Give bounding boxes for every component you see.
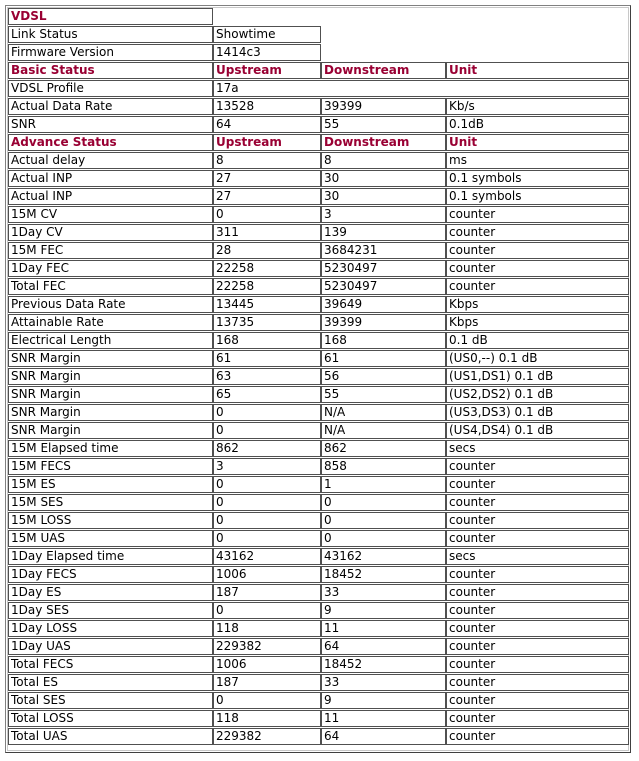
row-label: Total ES: [8, 674, 213, 691]
unit-value: 0.1 dB: [446, 332, 629, 349]
row-label: SNR: [8, 116, 213, 133]
downstream-value: 3: [321, 206, 446, 223]
table-row: [8, 152, 629, 169]
upstream-value: 187: [213, 584, 321, 601]
downstream-value: 64: [321, 638, 446, 655]
table-row: [8, 314, 629, 331]
table-row: [8, 710, 629, 727]
unit-value: ms: [446, 152, 629, 169]
upstream-value: 0: [213, 530, 321, 547]
upstream-value: 118: [213, 710, 321, 727]
row-label: 1Day CV: [8, 224, 213, 241]
advance-unit-heading: Unit: [446, 134, 629, 151]
unit-value: counter: [446, 278, 629, 295]
downstream-value: 139: [321, 224, 446, 241]
downstream-value: 5230497: [321, 260, 446, 277]
firmware-value: 1414c3: [213, 44, 321, 61]
downstream-value: 43162: [321, 548, 446, 565]
unit-value: (US1,DS1) 0.1 dB: [446, 368, 629, 385]
row-label: 15M FECS: [8, 458, 213, 475]
upstream-value: 13445: [213, 296, 321, 313]
unit-value: 0.1dB: [446, 116, 629, 133]
unit-value: counter: [446, 476, 629, 493]
row-label: SNR Margin: [8, 350, 213, 367]
downstream-value: 18452: [321, 656, 446, 673]
table-row: [8, 386, 629, 403]
upstream-value: 22258: [213, 260, 321, 277]
row-label: 1Day FEC: [8, 260, 213, 277]
downstream-value: 56: [321, 368, 446, 385]
unit-value: Kbps: [446, 314, 629, 331]
table-row: [8, 278, 629, 295]
advance-status-header-row: [8, 134, 629, 151]
row-label: Total FECS: [8, 656, 213, 673]
link-status-row: [8, 26, 629, 43]
row-label: SNR Margin: [8, 386, 213, 403]
unit-value: counter: [446, 566, 629, 583]
unit-value: counter: [446, 620, 629, 637]
vdsl-profile-row: [8, 80, 629, 97]
table-row: [8, 296, 629, 313]
unit-value: counter: [446, 206, 629, 223]
downstream-value: 30: [321, 188, 446, 205]
table-row: [8, 404, 629, 421]
unit-value: (US3,DS3) 0.1 dB: [446, 404, 629, 421]
table-row: [8, 422, 629, 439]
row-label: Electrical Length: [8, 332, 213, 349]
upstream-value: 64: [213, 116, 321, 133]
row-label: 1Day SES: [8, 602, 213, 619]
unit-value: (US4,DS4) 0.1 dB: [446, 422, 629, 439]
row-label: 15M LOSS: [8, 512, 213, 529]
row-label: 1Day Elapsed time: [8, 548, 213, 565]
table-row: [8, 476, 629, 493]
row-label: Total LOSS: [8, 710, 213, 727]
downstream-value: 11: [321, 710, 446, 727]
downstream-value: 33: [321, 674, 446, 691]
upstream-value: 0: [213, 512, 321, 529]
unit-value: counter: [446, 494, 629, 511]
upstream-value: 0: [213, 476, 321, 493]
row-label: Actual INP: [8, 170, 213, 187]
basic-downstream-heading: Downstream: [321, 62, 446, 79]
table-row: [8, 368, 629, 385]
upstream-value: 168: [213, 332, 321, 349]
downstream-value: 9: [321, 692, 446, 709]
downstream-value: 862: [321, 440, 446, 457]
table-row: [8, 170, 629, 187]
table-row: [8, 260, 629, 277]
advance-status-heading: Advance Status: [8, 134, 213, 151]
row-label: 15M Elapsed time: [8, 440, 213, 457]
upstream-value: 118: [213, 620, 321, 637]
table-row: [8, 638, 629, 655]
unit-value: (US2,DS2) 0.1 dB: [446, 386, 629, 403]
firmware-row: [8, 44, 629, 61]
upstream-value: 0: [213, 494, 321, 511]
table-row: [8, 188, 629, 205]
upstream-value: 3: [213, 458, 321, 475]
unit-value: secs: [446, 548, 629, 565]
downstream-value: 0: [321, 530, 446, 547]
table-title: VDSL: [8, 8, 213, 25]
table-row: [8, 98, 629, 115]
unit-value: counter: [446, 512, 629, 529]
row-label: 15M SES: [8, 494, 213, 511]
table-row: [8, 692, 629, 709]
row-label: 15M ES: [8, 476, 213, 493]
row-label: Actual Data Rate: [8, 98, 213, 115]
table-row: [8, 530, 629, 547]
table-row: [8, 350, 629, 367]
vdsl-profile-label: VDSL Profile: [8, 80, 213, 97]
table-row: [8, 332, 629, 349]
downstream-value: 55: [321, 386, 446, 403]
table-row: [8, 206, 629, 223]
unit-value: secs: [446, 440, 629, 457]
unit-value: counter: [446, 710, 629, 727]
upstream-value: 229382: [213, 728, 321, 745]
table-row: [8, 548, 629, 565]
firmware-label: Firmware Version: [8, 44, 213, 61]
link-status-label: Link Status: [8, 26, 213, 43]
row-label: Actual delay: [8, 152, 213, 169]
table-row: [8, 458, 629, 475]
row-label: 15M UAS: [8, 530, 213, 547]
row-label: 1Day ES: [8, 584, 213, 601]
table-row: [8, 620, 629, 637]
table-row: [8, 602, 629, 619]
upstream-value: 1006: [213, 656, 321, 673]
row-label: 15M FEC: [8, 242, 213, 259]
unit-value: counter: [446, 530, 629, 547]
upstream-value: 61: [213, 350, 321, 367]
unit-value: counter: [446, 674, 629, 691]
table-row: [8, 566, 629, 583]
downstream-value: 55: [321, 116, 446, 133]
unit-value: counter: [446, 728, 629, 745]
upstream-value: 27: [213, 188, 321, 205]
downstream-value: 1: [321, 476, 446, 493]
upstream-value: 22258: [213, 278, 321, 295]
downstream-value: N/A: [321, 422, 446, 439]
row-label: Total SES: [8, 692, 213, 709]
basic-unit-heading: Unit: [446, 62, 629, 79]
row-label: SNR Margin: [8, 404, 213, 421]
downstream-value: 61: [321, 350, 446, 367]
upstream-value: 8: [213, 152, 321, 169]
downstream-value: 30: [321, 170, 446, 187]
upstream-value: 187: [213, 674, 321, 691]
unit-value: counter: [446, 224, 629, 241]
row-label: Previous Data Rate: [8, 296, 213, 313]
upstream-value: 43162: [213, 548, 321, 565]
downstream-value: 11: [321, 620, 446, 637]
table-row: [8, 494, 629, 511]
basic-status-header-row: [8, 62, 629, 79]
downstream-value: 39399: [321, 98, 446, 115]
title-row: [8, 8, 629, 25]
upstream-value: 1006: [213, 566, 321, 583]
table-row: [8, 674, 629, 691]
unit-value: Kb/s: [446, 98, 629, 115]
downstream-value: 9: [321, 602, 446, 619]
upstream-value: 27: [213, 170, 321, 187]
downstream-value: 64: [321, 728, 446, 745]
downstream-value: 5230497: [321, 278, 446, 295]
upstream-value: 862: [213, 440, 321, 457]
unit-value: counter: [446, 692, 629, 709]
upstream-value: 0: [213, 602, 321, 619]
downstream-value: 0: [321, 512, 446, 529]
basic-status-heading: Basic Status: [8, 62, 213, 79]
row-label: 1Day LOSS: [8, 620, 213, 637]
upstream-value: 0: [213, 206, 321, 223]
downstream-value: 3684231: [321, 242, 446, 259]
row-label: Actual INP: [8, 188, 213, 205]
downstream-value: 39649: [321, 296, 446, 313]
downstream-value: 18452: [321, 566, 446, 583]
downstream-value: 8: [321, 152, 446, 169]
table-row: [8, 242, 629, 259]
basic-upstream-heading: Upstream: [213, 62, 321, 79]
unit-value: counter: [446, 584, 629, 601]
upstream-value: 63: [213, 368, 321, 385]
vdsl-profile-value: 17a: [213, 80, 629, 97]
unit-value: counter: [446, 656, 629, 673]
downstream-value: 33: [321, 584, 446, 601]
upstream-value: 229382: [213, 638, 321, 655]
link-status-value: Showtime: [213, 26, 321, 43]
upstream-value: 0: [213, 692, 321, 709]
upstream-value: 28: [213, 242, 321, 259]
unit-value: counter: [446, 638, 629, 655]
upstream-value: 0: [213, 422, 321, 439]
row-label: SNR Margin: [8, 422, 213, 439]
table-row: [8, 224, 629, 241]
row-label: 1Day UAS: [8, 638, 213, 655]
advance-downstream-heading: Downstream: [321, 134, 446, 151]
row-label: Total FEC: [8, 278, 213, 295]
table-row: [8, 116, 629, 133]
row-label: Total UAS: [8, 728, 213, 745]
downstream-value: 39399: [321, 314, 446, 331]
upstream-value: 65: [213, 386, 321, 403]
downstream-value: 0: [321, 494, 446, 511]
downstream-value: 858: [321, 458, 446, 475]
row-label: SNR Margin: [8, 368, 213, 385]
unit-value: 0.1 symbols: [446, 188, 629, 205]
unit-value: Kbps: [446, 296, 629, 313]
unit-value: counter: [446, 242, 629, 259]
upstream-value: 13735: [213, 314, 321, 331]
upstream-value: 13528: [213, 98, 321, 115]
advance-upstream-heading: Upstream: [213, 134, 321, 151]
downstream-value: 168: [321, 332, 446, 349]
downstream-value: N/A: [321, 404, 446, 421]
unit-value: 0.1 symbols: [446, 170, 629, 187]
row-label: 1Day FECS: [8, 566, 213, 583]
table-row: [8, 512, 629, 529]
row-label: Attainable Rate: [8, 314, 213, 331]
table-row: [8, 656, 629, 673]
upstream-value: 311: [213, 224, 321, 241]
unit-value: counter: [446, 458, 629, 475]
table-row: [8, 440, 629, 457]
unit-value: (US0,--) 0.1 dB: [446, 350, 629, 367]
table-row: [8, 728, 629, 745]
unit-value: counter: [446, 260, 629, 277]
unit-value: counter: [446, 602, 629, 619]
row-label: 15M CV: [8, 206, 213, 223]
upstream-value: 0: [213, 404, 321, 421]
table-row: [8, 584, 629, 601]
